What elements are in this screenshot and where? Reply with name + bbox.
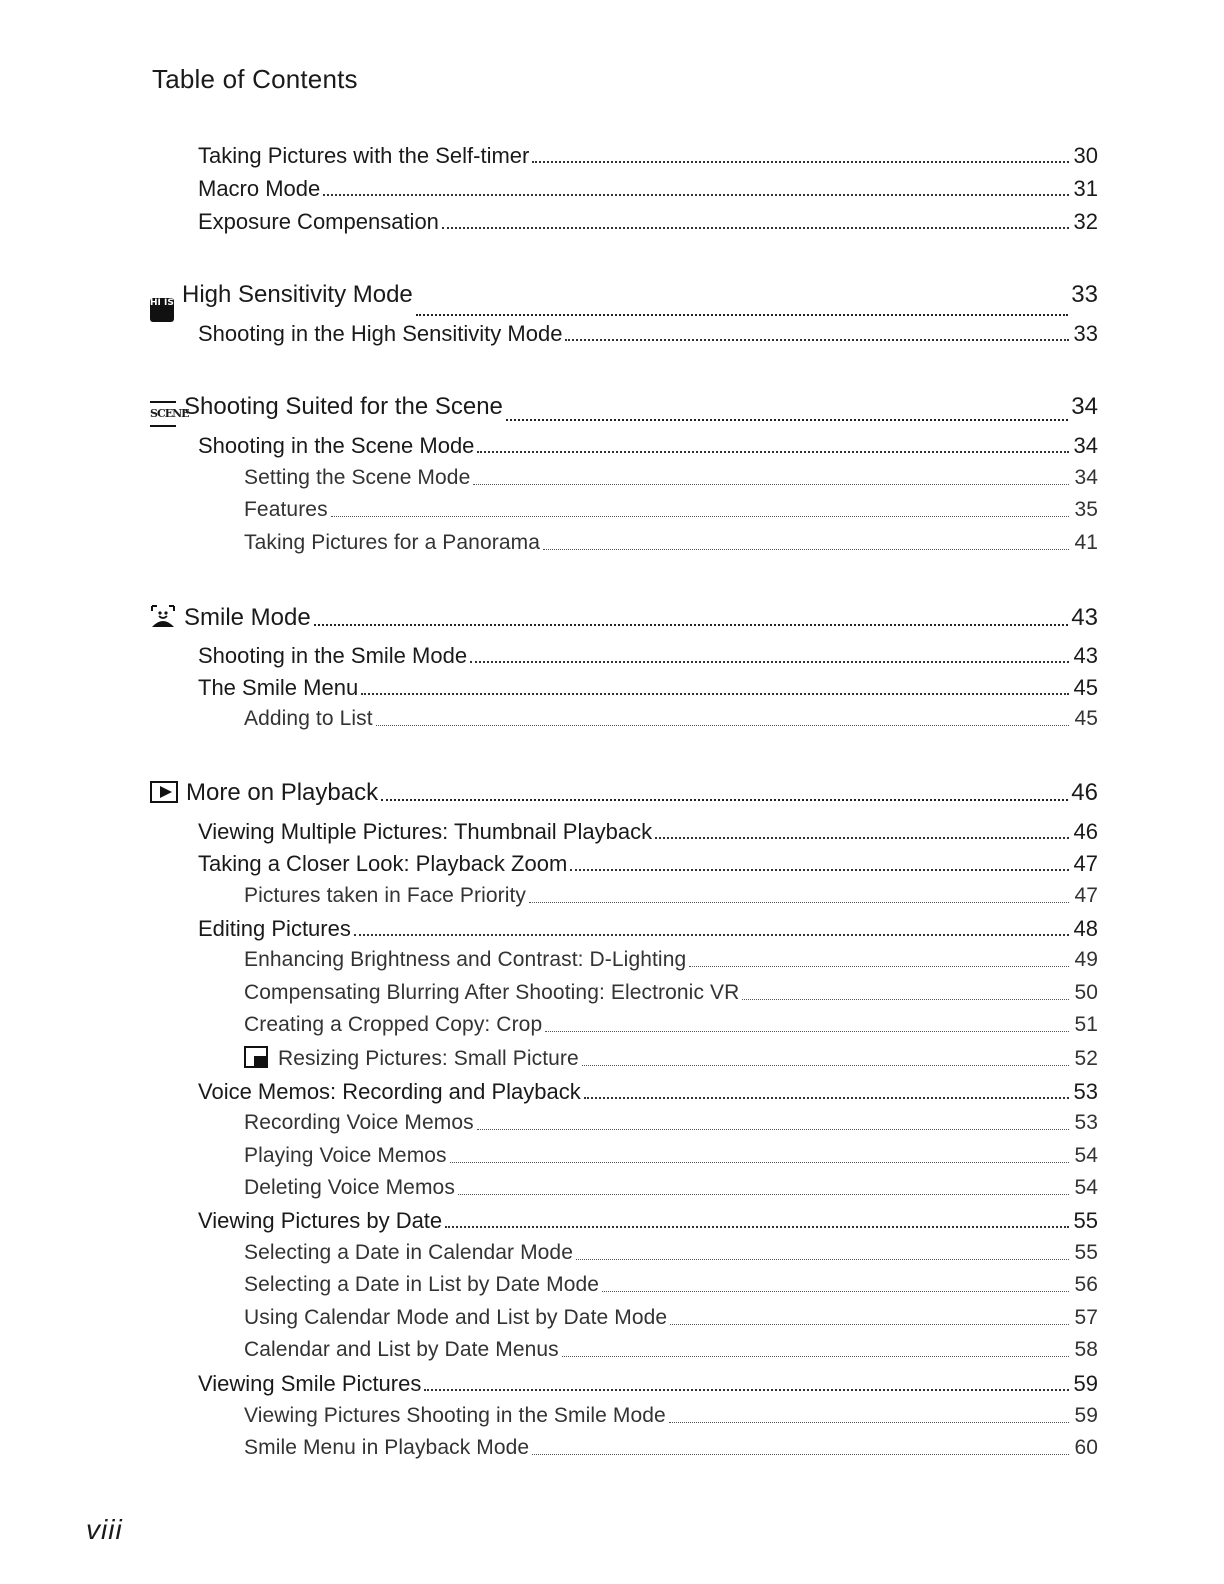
toc-entry-page: 33 (1073, 321, 1098, 346)
toc-entry[interactable] (198, 916, 1098, 942)
dot-leader (376, 725, 1069, 726)
toc-entry-title (198, 819, 652, 845)
toc-entry-title-text: Enhancing Brightness and Contrast: D-Lighting (244, 948, 687, 971)
toc-entry-page: 55 (1073, 1208, 1098, 1233)
toc-entry-page: 34 (1074, 466, 1098, 489)
toc-entry-title (244, 981, 739, 1005)
toc-entry-title (244, 1013, 542, 1037)
toc-entry-page: 34 (1073, 433, 1098, 458)
toc-entry[interactable] (244, 1144, 1098, 1168)
toc-entry-title-text: Shooting in the High Sensitivity Mode (198, 321, 563, 346)
toc-entry-page: 47 (1074, 884, 1098, 907)
toc-entry-title-text: Recording Voice Memos (244, 1111, 474, 1134)
toc-entry[interactable] (244, 1404, 1098, 1428)
dot-leader (562, 1356, 1069, 1357)
toc-entry-title-text: Exposure Compensation (198, 209, 439, 234)
toc-entry-page: 59 (1073, 1371, 1098, 1396)
toc-entry-title-text: Smile Menu in Playback Mode (244, 1436, 530, 1459)
toc-entry-title-text: Deleting Voice Memos (244, 1176, 455, 1199)
toc-entry-title-text: Compensating Blurring After Shooting: Electronic VR (244, 981, 740, 1004)
dot-leader (742, 999, 1069, 1000)
toc-entry-title (150, 393, 503, 427)
toc-entry-title-text: Editing Pictures (198, 916, 351, 941)
toc-entry-title (198, 143, 529, 169)
toc-entry-page: 47 (1073, 851, 1098, 876)
toc-entry-page: 54 (1074, 1144, 1098, 1167)
small-picture-icon (244, 1046, 268, 1068)
toc-entry-page: 55 (1074, 1241, 1098, 1264)
toc-entry[interactable] (150, 779, 1098, 807)
toc-entry-title-text: Taking Pictures with the Self-timer (198, 143, 530, 168)
toc-entry-page: 52 (1074, 1047, 1098, 1070)
dot-leader (477, 451, 1069, 453)
toc-entry[interactable] (198, 321, 1098, 347)
dot-leader (689, 966, 1069, 967)
toc-entry-title-text: Setting the Scene Mode (244, 466, 471, 489)
toc-entry-page: 48 (1073, 916, 1098, 941)
toc-entry-title (244, 948, 686, 972)
toc-entry[interactable] (198, 143, 1098, 169)
dot-leader (445, 1226, 1069, 1228)
dot-leader (565, 339, 1069, 341)
dot-leader (314, 624, 1069, 626)
toc-entry-page: 50 (1074, 981, 1098, 1004)
toc-entry-page: 43 (1071, 604, 1098, 631)
toc-entry[interactable] (198, 819, 1098, 845)
toc-entry-title-text: Viewing Pictures Shooting in the Smile Mode (244, 1404, 666, 1427)
dot-leader (532, 161, 1069, 163)
page-number: viii (86, 1514, 123, 1545)
dot-leader (477, 1129, 1069, 1130)
toc-entry[interactable] (244, 1306, 1098, 1330)
toc-entry-page: 53 (1073, 1079, 1098, 1104)
dot-leader (473, 484, 1069, 485)
toc-entry[interactable] (198, 675, 1098, 701)
dot-leader (323, 194, 1069, 196)
toc-entry-title (244, 884, 526, 908)
dot-leader (450, 1162, 1069, 1163)
toc-entry-page: 46 (1073, 819, 1098, 844)
dot-leader (424, 1389, 1069, 1391)
toc-entry-page: 46 (1071, 779, 1098, 806)
toc-entry-title (244, 1436, 529, 1460)
smile-mode-icon (150, 604, 176, 628)
toc-entry-title (198, 851, 567, 877)
toc-entry-page: 58 (1074, 1338, 1098, 1361)
toc-entry-title-text: Shooting in the Scene Mode (198, 433, 475, 458)
toc-entry-page: 34 (1071, 393, 1098, 420)
toc-entry[interactable] (198, 1208, 1098, 1234)
dot-leader (582, 1065, 1069, 1066)
toc-entry[interactable] (150, 281, 1098, 322)
toc-entry-title (244, 1111, 474, 1135)
toc-entry-title (244, 466, 470, 490)
toc-entry-page: 35 (1074, 498, 1098, 521)
toc-entry-title-text: Pictures taken in Face Priority (244, 884, 527, 907)
toc-entry-title-text: High Sensitivity Mode (182, 281, 413, 308)
dot-leader (381, 799, 1068, 801)
toc-entry-title-text: Voice Memos: Recording and Playback (198, 1079, 581, 1104)
dot-leader (470, 661, 1069, 663)
toc-entry-page: 49 (1074, 948, 1098, 971)
toc-entry-title (198, 643, 467, 669)
toc-entry-title-text: Selecting a Date in Calendar Mode (244, 1241, 573, 1264)
toc-entry-page: 51 (1074, 1013, 1098, 1036)
page-title: Table of Contents (152, 64, 358, 94)
dot-leader (602, 1291, 1069, 1292)
toc-entry-page: 53 (1074, 1111, 1098, 1134)
toc-entry-title-text: Viewing Pictures by Date (198, 1208, 443, 1233)
dot-leader (416, 314, 1069, 316)
toc-entry-title-text: Using Calendar Mode and List by Date Mode (244, 1306, 668, 1329)
toc-entry-page: 59 (1074, 1404, 1098, 1427)
toc-entry[interactable] (198, 643, 1098, 669)
toc-entry-title (244, 531, 540, 555)
toc-entry-title-text: Macro Mode (198, 176, 321, 201)
toc-entry[interactable] (244, 1273, 1098, 1297)
toc-entry-title-text: Features (244, 498, 328, 521)
toc-entry-title-text: Calendar and List by Date Menus (244, 1338, 559, 1361)
toc-entry-title-text: More on Playback (186, 779, 379, 806)
toc-entry-title (198, 176, 320, 202)
toc-entry-title (244, 498, 328, 522)
toc-entry-title (244, 1144, 447, 1168)
toc-entry-title-text: Taking Pictures for a Panorama (244, 531, 540, 554)
toc-entry-title (244, 707, 373, 731)
toc-entry-page: 56 (1074, 1273, 1098, 1296)
toc-entry[interactable] (198, 1371, 1098, 1397)
toc-entry-title (150, 281, 413, 322)
toc-entry-title-text: The Smile Menu (198, 675, 359, 700)
toc-entry-title-text: Taking a Closer Look: Playback Zoom (198, 851, 568, 876)
toc-entry[interactable] (244, 707, 1098, 731)
toc-entry-title (244, 1404, 666, 1428)
toc-entry[interactable] (198, 176, 1098, 202)
toc-entry[interactable] (198, 1079, 1098, 1105)
toc-entry-title-text: Shooting in the Smile Mode (198, 643, 468, 668)
toc-entry[interactable] (198, 851, 1098, 877)
toc-entry-title (244, 1306, 667, 1330)
toc-entry-page: 60 (1074, 1436, 1098, 1459)
toc-entry-title-text: Playing Voice Memos (244, 1144, 447, 1167)
dot-leader (543, 549, 1069, 550)
dot-leader (576, 1259, 1069, 1260)
dot-leader (529, 902, 1069, 903)
toc-entry-page: 54 (1074, 1176, 1098, 1199)
toc-entry-title (198, 916, 351, 942)
toc-entry[interactable] (244, 884, 1098, 908)
high-sensitivity-icon: HI ISO (150, 298, 174, 322)
toc-entry-title-text: Shooting Suited for the Scene (184, 393, 503, 420)
toc-entry-title (244, 1241, 573, 1265)
toc-entry[interactable] (244, 981, 1098, 1005)
dot-leader (532, 1454, 1069, 1455)
dot-leader (331, 516, 1069, 517)
dot-leader (442, 227, 1069, 229)
toc-entry-title (198, 321, 562, 347)
dot-leader (669, 1422, 1069, 1423)
toc-entry[interactable] (244, 1013, 1098, 1037)
toc-entry-title-text: Viewing Smile Pictures (198, 1371, 422, 1396)
dot-leader (670, 1324, 1069, 1325)
toc-entry[interactable] (244, 1176, 1098, 1200)
toc-entry-page: 43 (1073, 643, 1098, 668)
dot-leader (545, 1031, 1069, 1032)
toc-entry-title (244, 1273, 599, 1297)
toc-entry[interactable] (244, 1241, 1098, 1265)
toc-entry-title (198, 1079, 581, 1105)
dot-leader (506, 419, 1068, 421)
toc-entry-title (198, 1371, 421, 1397)
scene-icon: SCENE (150, 401, 176, 427)
toc-entry[interactable] (244, 1046, 1098, 1071)
toc-entry[interactable] (150, 604, 1098, 632)
toc-entry-title-text: Creating a Cropped Copy: Crop (244, 1013, 543, 1036)
dot-leader (361, 693, 1069, 695)
toc-entry[interactable] (198, 209, 1098, 235)
toc-entry[interactable] (150, 393, 1098, 427)
toc-entry-title (244, 1338, 559, 1362)
toc-entry-title (198, 675, 358, 701)
toc-entry-page: 45 (1074, 707, 1098, 730)
toc-entry-page: 32 (1073, 209, 1098, 234)
toc-entry-title (150, 604, 311, 632)
toc-entry-title (150, 779, 378, 807)
toc-entry-title (244, 1046, 579, 1071)
toc-entry-title (198, 209, 439, 235)
toc-entry-page: 41 (1074, 531, 1098, 554)
toc-entry-title-text: Viewing Multiple Pictures: Thumbnail Playback (198, 819, 653, 844)
toc-entry-page: 30 (1073, 143, 1098, 168)
dot-leader (354, 934, 1069, 936)
dot-leader (570, 869, 1069, 871)
toc-entry[interactable] (244, 1338, 1098, 1362)
dot-leader (458, 1194, 1069, 1195)
toc-entry-title (244, 1176, 455, 1200)
toc-entry-title (198, 1208, 442, 1234)
toc-entry-title-text: Selecting a Date in List by Date Mode (244, 1273, 600, 1296)
toc-entry-title-text: Resizing Pictures: Small Picture (278, 1047, 579, 1070)
dot-leader (584, 1097, 1069, 1099)
toc-entry-page: 33 (1071, 281, 1098, 308)
toc-entry-page: 57 (1074, 1306, 1098, 1329)
toc-entry[interactable] (244, 1436, 1098, 1460)
toc-entry-title-text: Adding to List (244, 707, 373, 730)
toc-entry[interactable] (244, 531, 1098, 555)
toc-entry-title-text: Smile Mode (184, 604, 311, 631)
toc-entry-title (198, 433, 474, 459)
toc-entry[interactable] (198, 433, 1098, 459)
dot-leader (655, 837, 1069, 839)
toc-entry[interactable] (244, 466, 1098, 490)
playback-icon (150, 781, 178, 803)
toc-entry[interactable] (244, 1111, 1098, 1135)
toc-entry[interactable] (244, 498, 1098, 522)
toc-entry-page: 31 (1073, 176, 1098, 201)
toc-entry[interactable] (244, 948, 1098, 972)
toc-entry-page: 45 (1073, 675, 1098, 700)
